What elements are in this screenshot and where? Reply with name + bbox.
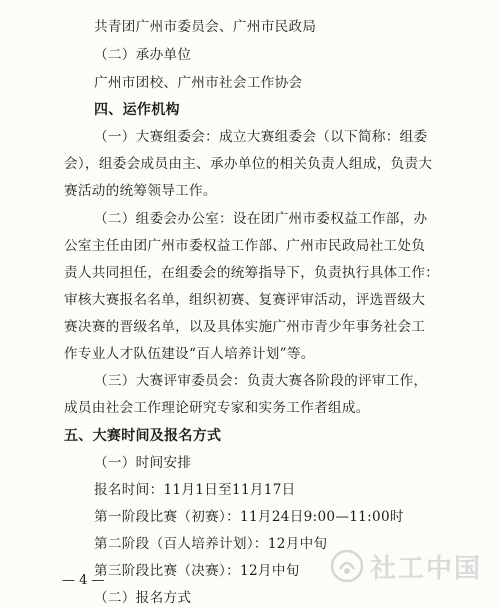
page-number: — 4 —	[62, 573, 105, 588]
text-line-paragraph: 会），组委会成员由主、承办单位的相关负责人组成，负责大	[64, 156, 433, 172]
watermark-logo-icon	[330, 549, 364, 583]
text-line-paragraph: 赛活动的统筹领导工作。	[64, 183, 217, 199]
section-heading: 五、大赛时间及报名方式	[64, 428, 222, 444]
text-line-org: 共青团广州市委员会、广州市民政局	[94, 19, 317, 35]
text-line-schedule: 第二阶段（百人培养计划）：12月中旬	[94, 536, 328, 552]
text-line-org: 广州市团校、广州市社会工作协会	[94, 75, 303, 91]
text-line-subheading: （二）报名方式	[94, 590, 192, 606]
text-line-paragraph: （三）大赛评审委员会：负责大赛各阶段的评审工作，	[94, 373, 428, 389]
watermark-text: 社工中国	[370, 553, 483, 584]
text-line-paragraph: （一）大赛组委会：成立大赛组委会（以下简称：组委	[94, 129, 428, 145]
text-line-schedule: 第三阶段比赛（决赛）：12月中旬	[94, 563, 300, 579]
text-line-schedule: 报名时间：11月1日至11月17日	[94, 482, 296, 498]
text-line-paragraph: （二）组委会办公室：设在团广州市委权益工作部，办	[94, 211, 428, 227]
text-line-paragraph: 成员由社会工作理论研究专家和实务工作者组成。	[64, 400, 370, 416]
text-line-paragraph: 作专业人才队伍建设“百人培养计划”等。	[64, 346, 315, 362]
section-heading: 四、运作机构	[94, 102, 180, 118]
watermark	[330, 544, 490, 588]
text-line-subheading: （一）时间安排	[94, 455, 192, 471]
text-line-subheading: （二）承办单位	[94, 47, 192, 63]
text-line-schedule: 第一阶段比赛（初赛）：11月24日9:00—11:00时	[94, 509, 404, 525]
text-line-paragraph: 审核大赛报名名单，组织初赛、复赛评审活动，评选晋级大	[64, 292, 426, 308]
text-line-paragraph: 责人共同担任，在组委会的统筹指导下，负责执行具体工作：	[64, 265, 440, 281]
text-line-paragraph: 赛决赛的晋级名单，以及具体实施广州市青少年事务社会工	[64, 319, 426, 335]
text-line-paragraph: 公室主任由团广州市委权益工作部、广州市民政局社工处负	[64, 238, 426, 254]
